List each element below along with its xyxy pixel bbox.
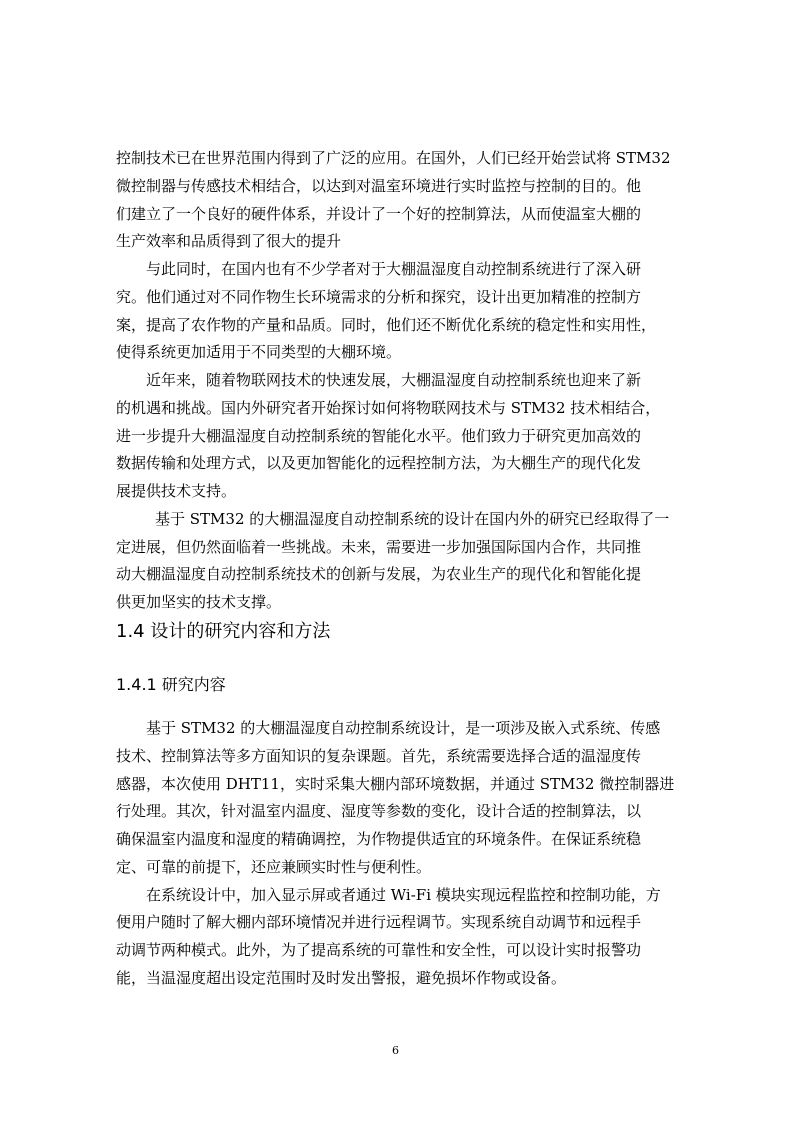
paragraph-line: 近年来，随着物联网技术的快速发展，大棚温湿度自动控制系统也迎来了新: [146, 371, 642, 389]
section-heading: 1.4 设计的研究内容和方法: [116, 621, 331, 642]
paragraph-line: 展提供技术支持。: [116, 482, 237, 500]
paragraph-line: 动大棚温湿度自动控制系统技术的创新与发展，为农业生产的现代化和智能化提: [116, 565, 642, 583]
paragraph-line: 们建立了一个良好的硬件体系，并设计了一个好的控制算法，从而使温室大棚的: [116, 205, 642, 223]
paragraph-line: 生产效率和品质得到了很大的提升: [116, 232, 342, 250]
paragraph-line: 便用户随时了解大棚内部环境情况并进行远程调节。实现系统自动调节和远程手: [116, 913, 642, 931]
subsection-heading: 1.4.1 研究内容: [116, 675, 226, 694]
paragraph-line: 供更加坚实的技术支撑。: [116, 593, 282, 611]
page-number: 6: [392, 1044, 399, 1057]
paragraph-line: 动调节两种模式。此外，为了提高系统的可靠性和安全性，可以设计实时报警功: [116, 941, 642, 959]
paragraph-line: 使得系统更加适用于不同类型的大棚环境。: [116, 343, 402, 361]
paragraph-line: 进一步提升大棚温湿度自动控制系统的智能化水平。他们致力于研究更加高效的: [116, 427, 642, 445]
paragraph-line: 与此同时，在国内也有不少学者对于大棚温湿度自动控制系统进行了深入研: [146, 260, 642, 278]
paragraph-line: 基于 STM32 的大棚温湿度自动控制系统的设计在国内外的研究已经取得了一: [155, 510, 670, 528]
paragraph-line: 基于 STM32 的大棚温湿度自动控制系统设计，是一项涉及嵌入式系统、传感: [146, 719, 661, 737]
paragraph-line: 技术、控制算法等多方面知识的复杂课题。首先，系统需要选择合适的温湿度传: [116, 747, 642, 765]
paragraph-line: 确保温室内温度和湿度的精确调控，为作物提供适宜的环境条件。在保证系统稳: [116, 830, 642, 848]
paragraph-line: 微控制器与传感技术相结合，以达到对温室环境进行实时监控与控制的目的。他: [116, 177, 642, 195]
paragraph-line: 定进展，但仍然面临着一些挑战。未来，需要进一步加强国际国内合作，共同推: [116, 538, 642, 556]
paragraph-line: 行处理。其次，针对温室内温度、湿度等参数的变化，设计合适的控制算法，以: [116, 802, 642, 820]
paragraph-line: 在系统设计中，加入显示屏或者通过 Wi-Fi 模块实现远程监控和控制功能，方: [146, 886, 661, 904]
paragraph-line: 案，提高了农作物的产量和品质。同时，他们还不断优化系统的稳定性和实用性，: [116, 316, 657, 334]
paragraph-line: 的机遇和挑战。国内外研究者开始探讨如何将物联网技术与 STM32 技术相结合，: [116, 399, 661, 417]
paragraph-line: 能，当温湿度超出设定范围时及时发出警报，避免损坏作物或设备。: [116, 969, 567, 987]
paragraph-line: 感器，本次使用 DHT11，实时采集大棚内部环境数据，并通过 STM32 微控制器进: [116, 775, 675, 793]
paragraph-line: 定、可靠的前提下，还应兼顾实时性与便利性。: [116, 858, 432, 876]
paragraph-line: 究。他们通过对不同作物生长环境需求的分析和探究，设计出更加精准的控制方: [116, 288, 642, 306]
paragraph-line: 数据传输和处理方式，以及更加智能化的远程控制方法，为大棚生产的现代化发: [116, 454, 642, 472]
paragraph-line: 控制技术已在世界范围内得到了广泛的应用。在国外，人们已经开始尝试将 STM32: [116, 149, 671, 167]
